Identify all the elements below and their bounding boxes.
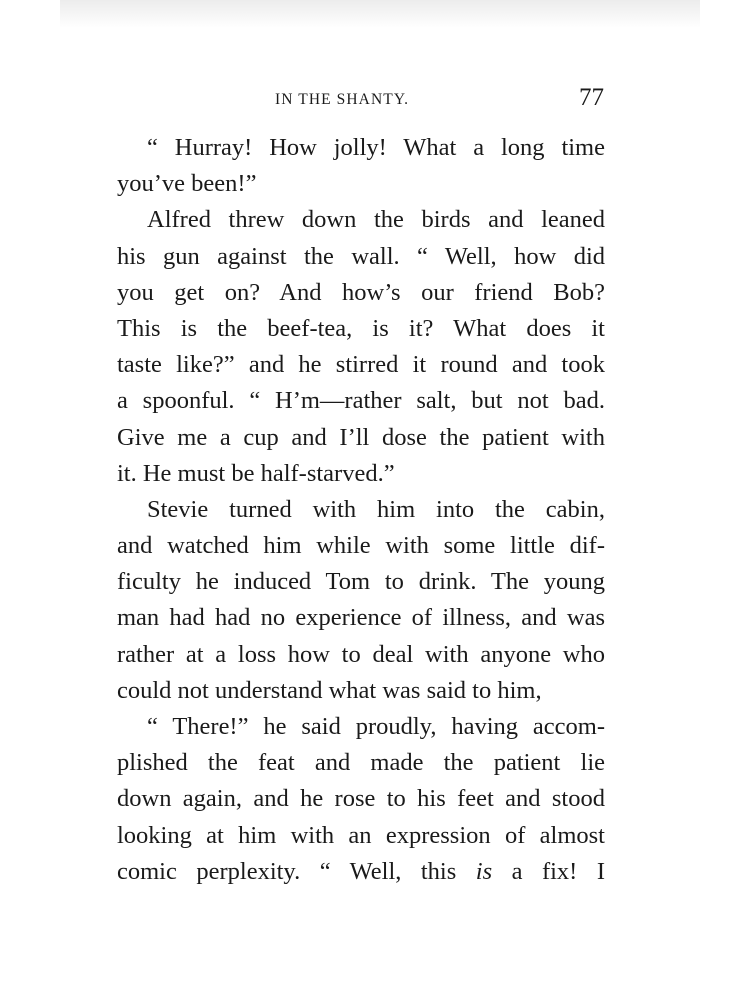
text-line: and watched him while with some little dif- bbox=[117, 532, 605, 560]
text-line: could not understand what was said to him, bbox=[117, 676, 542, 704]
text-line: Stevie turned with him into the cabin, bbox=[147, 495, 605, 523]
text-line: down again, and he rose to his feet and stood bbox=[117, 785, 605, 813]
text-line-with-italic bbox=[117, 854, 605, 890]
text-line: it. He must be half-starved.” bbox=[117, 459, 395, 487]
text-line: “ Hurray! How jolly! What a long time bbox=[147, 134, 605, 161]
text-line: a spoonful. “ H’m—rather salt, but not bad. bbox=[117, 387, 605, 415]
page-number: 77 bbox=[579, 84, 604, 111]
text-line: plished the feat and made the patient lie bbox=[117, 749, 605, 777]
text-line: rather at a loss how to deal with anyone who bbox=[117, 640, 605, 668]
text-line: looking at him with an expression of almost bbox=[117, 821, 605, 849]
italic-emphasis: is bbox=[475, 857, 493, 885]
text-line: you’ve been!” bbox=[117, 170, 257, 198]
text-fragment: comic perplexity. “ Well, this bbox=[117, 857, 476, 885]
text-fragment: a fix! I bbox=[492, 857, 605, 885]
text-line: taste like?” and he stirred it round and took bbox=[117, 351, 605, 379]
body-text bbox=[117, 130, 605, 890]
text-line: you get on? And how’s our friend Bob? bbox=[117, 278, 605, 306]
text-line: his gun against the wall. “ Well, how did bbox=[117, 242, 605, 270]
scan-edge-shadow bbox=[60, 0, 700, 28]
text-line: Give me a cup and I’ll dose the patient with bbox=[117, 423, 605, 451]
text-line: ficulty he induced Tom to drink. The young bbox=[117, 568, 605, 596]
text-line: This is the beef-tea, is it? What does it bbox=[117, 314, 605, 342]
running-head bbox=[120, 84, 604, 118]
running-title: IN THE SHANTY. bbox=[275, 91, 410, 108]
text-line: Alfred threw down the birds and leaned bbox=[147, 206, 605, 234]
text-line: “ There!” he said proudly, having accom- bbox=[147, 713, 605, 740]
text-line: man had had no experience of illness, and was bbox=[117, 604, 605, 632]
